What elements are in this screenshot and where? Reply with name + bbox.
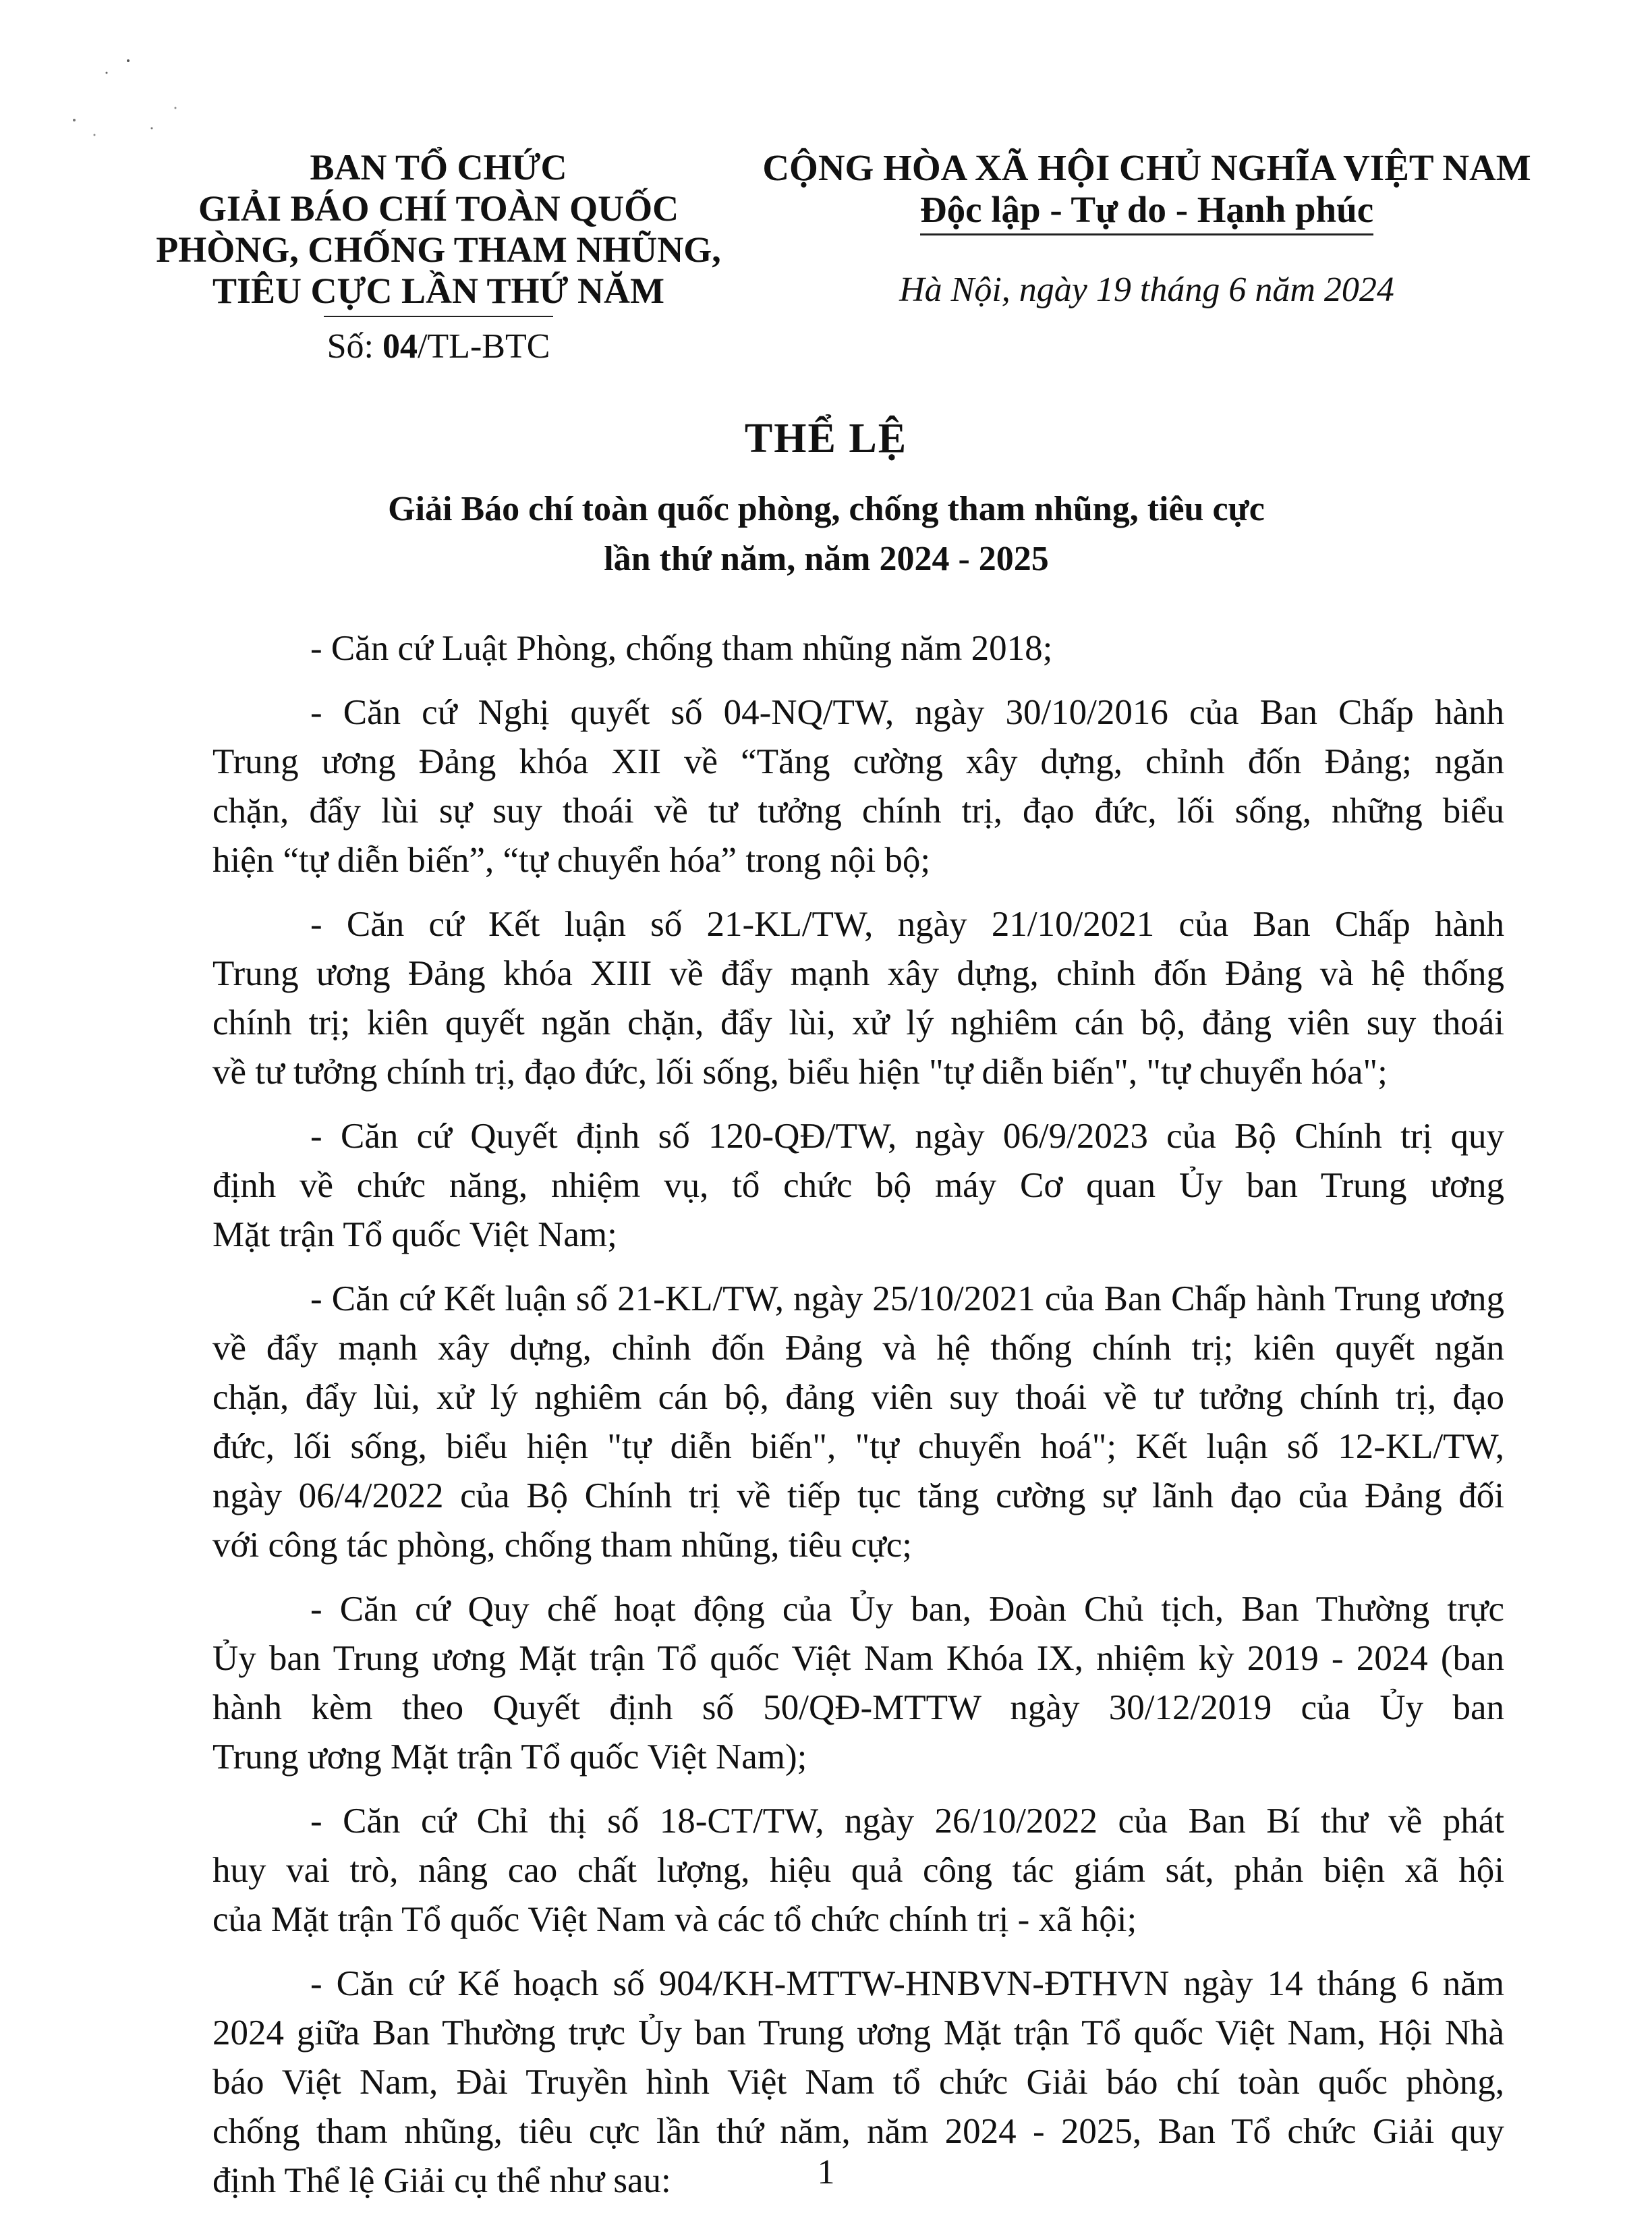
paragraph-line: định Thể lệ Giải cụ thể như sau: [212, 2161, 671, 2200]
paragraph-line: huy vai trò, nâng cao chất lượng, hiệu quả công tác giám sát, phản biện xã hội [212, 1851, 1504, 1890]
legal-basis-paragraph [212, 688, 1504, 885]
document-subtitle [202, 484, 1450, 584]
paragraph-line: - Căn cứ Nghị quyết số 04-NQ/TW, ngày 30/10/2016 của Ban Chấp hành [310, 693, 1504, 732]
paragraph-line: - Căn cứ Kế hoạch số 904/KH-MTTW-HNBVN-ĐTHVN ngày 14 tháng 6 năm [310, 1964, 1504, 2003]
paragraph-line: chặn, đẩy lùi sự suy thoái về tư tưởng chính trị, đạo đức, lối sống, những biểu [212, 791, 1504, 831]
doc-number-prefix: Số: [326, 327, 382, 366]
paragraph-line: - Căn cứ Luật Phòng, chống tham nhũng năm 2018; [310, 629, 1053, 668]
paragraph-line: chống tham nhũng, tiêu cực lần thứ năm, năm 2024 - 2025, Ban Tổ chức Giải quy [212, 2112, 1504, 2151]
legal-basis-paragraph [212, 1112, 1504, 1260]
document-body [212, 624, 1504, 2221]
legal-basis-paragraph [212, 1585, 1504, 1782]
subtitle-line: Giải Báo chí toàn quốc phòng, chống tham nhũng, tiêu cực [388, 490, 1265, 528]
paragraph-line: Trung ương Đảng khóa XIII về đẩy mạnh xây dựng, chỉnh đốn Đảng và hệ thống [212, 954, 1504, 993]
doc-number-suffix: /TL-BTC [417, 327, 550, 366]
paragraph-line: về đẩy mạnh xây dựng, chỉnh đốn Đảng và hệ thống chính trị; kiên quyết ngăn [212, 1329, 1504, 1368]
issue-date: Hà Nội, ngày 19 tháng 6 năm 2024 [899, 271, 1394, 309]
paragraph-line: Trung ương Mặt trận Tổ quốc Việt Nam); [212, 1737, 807, 1777]
paragraph-line: - Căn cứ Chỉ thị số 18-CT/TW, ngày 26/10/2022 của Ban Bí thư về phát [310, 1802, 1504, 1841]
paragraph-line: hành kèm theo Quyết định số 50/QĐ-MTTW ngày 30/12/2019 của Ủy ban [212, 1688, 1504, 1727]
paragraph-line: chính trị; kiên quyết ngăn chặn, đẩy lùi, xử lý nghiêm cán bộ, đảng viên suy thoái [212, 1003, 1504, 1042]
issuer-line: GIẢI BÁO CHÍ TOÀN QUỐC [198, 188, 679, 229]
paragraph-line: hiện “tự diễn biến”, “tự chuyển hóa” trong nội bộ; [212, 841, 931, 880]
legal-basis-paragraph [212, 900, 1504, 1097]
issuer-line: TIÊU CỰC LẦN THỨ NĂM [212, 271, 665, 311]
paragraph-line: 2024 giữa Ban Thường trực Ủy ban Trung ương Mặt trận Tổ quốc Việt Nam, Hội Nhà [212, 2013, 1504, 2053]
issuer-block [142, 147, 735, 317]
subtitle-line: lần thứ năm, năm 2024 - 2025 [604, 540, 1049, 578]
doc-number-value: 04 [382, 327, 418, 366]
paragraph-line: - Căn cứ Quyết định số 120-QĐ/TW, ngày 06/9/2023 của Bộ Chính trị quy [310, 1117, 1504, 1156]
document-number [142, 327, 735, 366]
issuer-underline [324, 316, 553, 317]
paragraph-line: - Căn cứ Kết luận số 21-KL/TW, ngày 25/10/2021 của Ban Chấp hành Trung ương [310, 1279, 1504, 1318]
paragraph-line: - Căn cứ Quy chế hoạt động của Ủy ban, Đoàn Chủ tịch, Ban Thường trực [310, 1590, 1504, 1629]
paragraph-line: về tư tưởng chính trị, đạo đức, lối sống, biểu hiện "tự diễn biến", "tự chuyển hóa"; [212, 1053, 1388, 1092]
legal-basis-paragraph [212, 1275, 1504, 1570]
paragraph-line: với công tác phòng, chống tham nhũng, tiêu cực; [212, 1526, 913, 1565]
paragraph-line: của Mặt trận Tổ quốc Việt Nam và các tổ chức chính trị - xã hội; [212, 1900, 1137, 1939]
issuer-line: PHÒNG, CHỐNG THAM NHŨNG, [156, 229, 721, 270]
paragraph-line: ngày 06/4/2022 của Bộ Chính trị về tiếp tục tăng cường sự lãnh đạo của Đảng đối [212, 1476, 1504, 1515]
paragraph-line: đức, lối sống, biểu hiện "tự diễn biến", "tự chuyển hoá"; Kết luận số 12-KL/TW, [212, 1427, 1504, 1466]
legal-basis-paragraph [212, 1797, 1504, 1945]
paragraph-line: Trung ương Đảng khóa XII về “Tăng cường xây dựng, chỉnh đốn Đảng; ngăn [212, 742, 1504, 781]
issuer-line: BAN TỔ CHỨC [310, 147, 567, 188]
paragraph-line: định về chức năng, nhiệm vụ, tổ chức bộ máy Cơ quan Ủy ban Trung ương [212, 1166, 1504, 1205]
paragraph-line: Ủy ban Trung ương Mặt trận Tổ quốc Việt Nam Khóa IX, nhiệm kỳ 2019 - 2024 (ban [212, 1639, 1504, 1678]
document-title: THỂ LỆ [744, 416, 908, 462]
national-header [742, 147, 1551, 235]
paragraph-line: - Căn cứ Kết luận số 21-KL/TW, ngày 21/10/2021 của Ban Chấp hành [310, 905, 1504, 944]
legal-basis-paragraph [212, 624, 1504, 673]
page-number: 1 [817, 2153, 835, 2191]
paragraph-line: Mặt trận Tổ quốc Việt Nam; [212, 1215, 617, 1254]
national-motto: Độc lập - Tự do - Hạnh phúc [920, 189, 1373, 235]
paragraph-line: báo Việt Nam, Đài Truyền hình Việt Nam tổ chức Giải báo chí toàn quốc phòng, [212, 2063, 1504, 2102]
paragraph-line: chặn, đẩy lùi, xử lý nghiêm cán bộ, đảng viên suy thoái về tư tưởng chính trị, đạo [212, 1378, 1504, 1417]
country-name: CỘNG HÒA XÃ HỘI CHỦ NGHĨA VIỆT NAM [762, 147, 1531, 188]
